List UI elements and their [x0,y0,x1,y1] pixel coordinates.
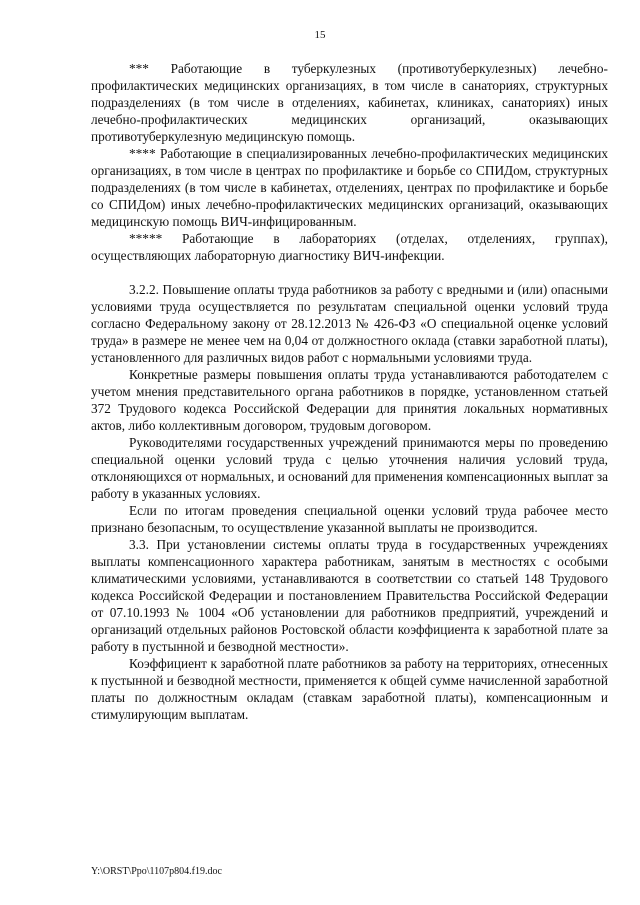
page-number: 15 [314,29,326,41]
managers-measures-paragraph: Руководителями государственных учреждений принимаются меры по проведению специальной оценки условий труда с целью уточнения наличия условий труда, отклоняющихся от нормальных, и оснований для применения компенсационных выплат за работу в указанных условиях. [91,435,608,501]
section-3-2-2-paragraph: 3.2.2. Повышение оплаты труда работников за работу с вредными и (или) опасными условиями труда осуществляется по результатам специальной оценки условий труда согласно Федеральному закону от 28.12.2013 № 426-ФЗ «О специальной оценке условий труда» в размере не менее чем на 0,04 от должностного оклада (ставки заработной платы), установленного для различных видов работ с нормальными условиями труда. [91,282,608,365]
safe-workplace-paragraph: Если по итогам проведения специальной оценки условий труда рабочее место признано безопасным, то осуществление указанной выплаты не производится. [91,503,608,535]
footnote-hiv-care-workers: **** Работающие в специализированных лечебно-профилактических медицинских организациях, в том числе в центрах по профилактике и борьбе со СПИДом, структурных подразделениях (в том числе в кабинетах, отделениях, центрах по профилактике и борьбе со СПИДом) иных лечебно-профилактических медицинских организаций, оказывающих медицинскую помощь ВИЧ-инфицированным. [91,146,608,229]
document-body [91,60,608,723]
specific-raise-amounts-paragraph: Конкретные размеры повышения оплаты труда устанавливаются работодателем с учетом мнения представительного органа работников в порядке, установленном статьей 372 Трудового кодекса Российской Федерации для принятия локальных нормативных актов, либо коллективным договором, трудовым договором. [91,367,608,433]
footnote-tuberculosis-workers: *** Работающие в туберкулезных (противотуберкулезных) лечебно-профилактических медицинских организациях, в том числе в санаториях, структурных подразделениях (в том числе в отделениях, кабинетах, клиниках, санаториях) иных лечебно-профилактических медицинских организаций, оказывающих противотуберкулезную медицинскую помощь. [91,61,608,144]
footnote-laboratory-workers: ***** Работающие в лабораториях (отделах, отделениях, группах), осуществляющих лабораторную диагностику ВИЧ-инфекции. [91,231,608,263]
section-3-3-paragraph: 3.3. При установлении системы оплаты труда в государственных учреждениях выплаты компенсационного характера работникам, занятым в местностях с особыми климатическими условиями, устанавливаются в соответствии со статьей 148 Трудового кодекса Российской Федерации и постановлением Правительства Российской Федерации от 07.10.1993 № 1004 «Об установлении для работников предприятий, учреждений и организаций отдельных районов Ростовской области коэффициента к заработной плате за работу в пустынной и безводной местности». [91,537,608,654]
desert-coefficient-paragraph: Коэффициент к заработной плате работников за работу на территориях, отнесенных к пустынной и безводной местности, применяется к общей сумме начисленной заработной платы по должностным окладам (ставкам заработной платы), компенсационным и стимулирующим выплатам. [91,656,608,722]
footer-file-path: Y:\ORST\Ppo\1107p804.f19.doc [91,866,222,877]
